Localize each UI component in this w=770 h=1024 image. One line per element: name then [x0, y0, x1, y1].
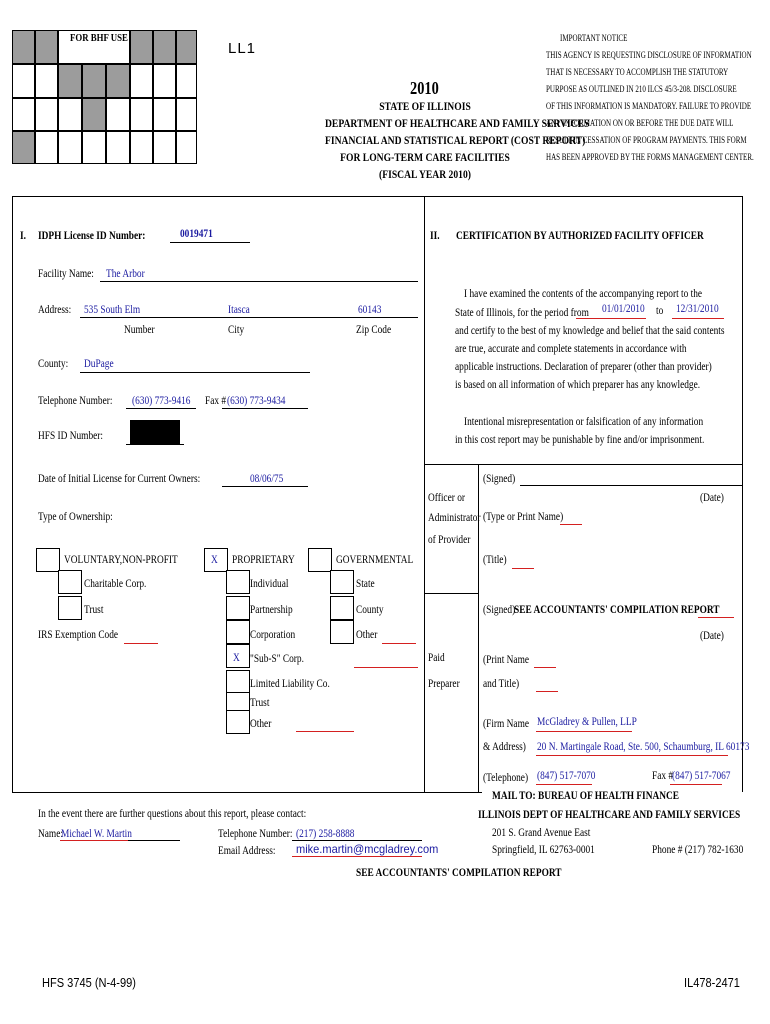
corporation-label: Corporation	[250, 627, 296, 641]
phone-value[interactable]: (630) 773-9416	[132, 393, 191, 407]
phone-label: Telephone Number:	[38, 393, 113, 407]
state-label: State	[356, 576, 375, 590]
address-number-value[interactable]: 535 South Elm	[84, 302, 141, 316]
partnership-checkbox[interactable]	[226, 596, 250, 620]
notice-title: IMPORTANT NOTICE	[560, 33, 628, 43]
firm-phone-value[interactable]: (847) 517-7070	[537, 768, 596, 782]
county-checkbox[interactable]	[330, 596, 354, 620]
irs-exemption-label: IRS Exemption Code	[38, 627, 119, 641]
facility-value[interactable]: The Arbor	[106, 266, 145, 280]
address-label: Address:	[38, 302, 72, 316]
email-label: Email Address:	[218, 843, 276, 857]
officer-label-3: of Provider	[428, 532, 471, 546]
proprietary-label: PROPRIETARY	[232, 552, 295, 566]
to-label: to	[656, 303, 664, 317]
notice-line: OF THIS INFORMATION IS MANDATORY. FAILURE TO PROVIDE	[546, 101, 752, 111]
important-notice	[546, 30, 766, 166]
llc-checkbox[interactable]	[226, 670, 250, 694]
voluntary-label: VOLUNTARY,NON-PROFIT	[64, 552, 178, 566]
address-city-value[interactable]: Itasca	[228, 302, 250, 316]
other-label: Other	[250, 716, 272, 730]
voluntary-checkbox[interactable]	[36, 548, 60, 572]
firm-address-value[interactable]: 20 N. Martingale Road, Ste. 500, Schaumburg, IL 60173	[537, 739, 750, 753]
section-1-roman: I.	[20, 228, 26, 242]
firm-fax-value[interactable]: (847) 517-7067	[672, 768, 731, 782]
paid-label: Paid	[428, 650, 445, 664]
title-line-2: DEPARTMENT OF HEALTHCARE AND FAMILY SERVICES	[325, 116, 590, 130]
contact-phone-value[interactable]: (217) 258-8888	[296, 826, 355, 840]
form-id: HFS 3745 (N-4-99)	[42, 975, 136, 990]
charitable-checkbox[interactable]	[58, 570, 82, 594]
number-caption: Number	[124, 322, 155, 336]
trust-label: Trust	[84, 602, 104, 616]
certification-title: CERTIFICATION BY AUTHORIZED FACILITY OFFICER	[456, 228, 704, 242]
governmental-label: GOVERNMENTAL	[336, 552, 414, 566]
contact-name-label: Name:	[38, 826, 63, 840]
title-line-1: STATE OF ILLINOIS	[379, 99, 471, 113]
governmental-checkbox[interactable]	[308, 548, 332, 572]
contact-phone-label: Telephone Number:	[218, 826, 293, 840]
date-label: (Date)	[700, 490, 724, 504]
print-name-label-1: (Print Name	[483, 652, 530, 666]
llc-label: Limited Liability Co.	[250, 676, 330, 690]
county-gov-label: County	[356, 602, 384, 616]
questions-text: In the event there are further questions about this report, please contact:	[38, 806, 307, 820]
date2-label: (Date)	[700, 628, 724, 642]
firm-name-value[interactable]: McGladrey & Pullen, LLP	[537, 714, 637, 728]
title-line-3: FINANCIAL AND STATISTICAL REPORT (COST REPORT)	[325, 133, 586, 147]
report-title-block	[300, 98, 590, 183]
subs-mark: X	[233, 650, 240, 664]
bhf-use-grid	[12, 30, 197, 164]
warning-line-2: in this cost report may be punishable by fine and/or imprisonment.	[455, 432, 705, 446]
see-accountants-label: SEE ACCOUNTANTS' COMPILATION REPORT	[514, 602, 720, 616]
individual-label: Individual	[250, 576, 289, 590]
bhf-use-label: FOR BHF USE	[70, 32, 128, 44]
notice-line: THIS AGENCY IS REQUESTING DISCLOSURE OF INFORMATION	[546, 50, 752, 60]
county-value[interactable]: DuPage	[84, 356, 114, 370]
county-label: County:	[38, 356, 69, 370]
title-line-4: FOR LONG-TERM CARE FACILITIES	[340, 150, 510, 164]
signed-label: (Signed)	[483, 471, 516, 485]
ownership-label: Type of Ownership:	[38, 509, 113, 523]
mail-to-line-2: ILLINOIS DEPT OF HEALTHCARE AND FAMILY SERVICES	[478, 807, 741, 821]
mail-city: Springfield, IL 62763-0001	[492, 842, 595, 856]
officer-label-1: Officer or	[428, 490, 465, 504]
firm-fax-label: Fax #	[652, 768, 674, 782]
section-2-roman: II.	[430, 228, 440, 242]
subs-label: "Sub-S" Corp.	[250, 651, 304, 665]
address-zip-value[interactable]: 60143	[358, 302, 382, 316]
mail-to-line-1: MAIL TO: BUREAU OF HEALTH FINANCE	[492, 788, 679, 802]
other-checkbox[interactable]	[226, 710, 250, 734]
notice-line: THAT IS NECESSARY TO ACCOMPLISH THE STATUTORY	[546, 67, 729, 77]
facility-label: Facility Name:	[38, 266, 94, 280]
print-name-label-2: and Title)	[483, 676, 520, 690]
firm-name-label: (Firm Name	[483, 716, 530, 730]
warning-line-1: Intentional misrepresentation or falsification of any information	[464, 414, 704, 428]
cert-line-2: State of Illinois, for the period from	[455, 305, 589, 319]
mail-street: 201 S. Grand Avenue East	[492, 825, 591, 839]
notice-line: RESULT IN CESSATION OF PROGRAM PAYMENTS. THIS FORM	[546, 135, 747, 145]
idph-label: IDPH License ID Number:	[38, 228, 146, 242]
period-to-value[interactable]: 12/31/2010	[676, 301, 719, 315]
cert-line-1: I have examined the contents of the accompanying report to the	[464, 286, 703, 300]
cert-line-5: applicable instructions. Declaration of preparer (other than provider)	[455, 359, 712, 373]
cert-line-3: and certify to the best of my knowledge and belief that the said contents	[455, 323, 725, 337]
notice-line: HAS BEEN APPROVED BY THE FORMS MANAGEMENT CENTER.	[546, 152, 754, 162]
trust-checkbox[interactable]	[58, 596, 82, 620]
signed2-label: (Signed)	[483, 602, 516, 616]
cert-line-4: are true, accurate and complete statements in accordance with	[455, 341, 687, 355]
period-from-value[interactable]: 01/01/2010	[602, 301, 645, 315]
proprietary-mark: X	[211, 552, 218, 566]
individual-checkbox[interactable]	[226, 570, 250, 594]
report-year: 2010	[410, 78, 439, 98]
mail-phone: Phone # (217) 782-1630	[652, 842, 744, 856]
firm-address-label: & Address)	[483, 739, 526, 753]
telephone-label: (Telephone)	[483, 770, 529, 784]
city-caption: City	[228, 322, 245, 336]
title-line-5: (FISCAL YEAR 2010)	[379, 167, 471, 181]
corporation-checkbox[interactable]	[226, 620, 250, 644]
title-label: (Title)	[483, 552, 507, 566]
state-checkbox[interactable]	[330, 570, 354, 594]
officer-label-2: Administrator	[428, 510, 481, 524]
hfs-id-label: HFS ID Number:	[38, 428, 104, 442]
notice-line: ANY INFORMATION ON OR BEFORE THE DUE DATE WILL	[546, 118, 734, 128]
idph-value[interactable]: 0019471	[180, 226, 213, 240]
see-report-footer: SEE ACCOUNTANTS' COMPILATION REPORT	[356, 865, 562, 879]
trust2-label: Trust	[250, 695, 270, 709]
preparer-label: Preparer	[428, 676, 460, 690]
fax-value[interactable]: (630) 773-9434	[227, 393, 286, 407]
email-value[interactable]: mike.martin@mcgladrey.com	[296, 842, 439, 856]
license-date-value[interactable]: 08/06/75	[250, 471, 284, 485]
charitable-label: Charitable Corp.	[84, 576, 147, 590]
hfs-id-redacted	[130, 420, 180, 444]
zip-caption: Zip Code	[356, 322, 392, 336]
cert-line-6: is based on all information of which preparer has any knowledge.	[455, 377, 701, 391]
license-date-label: Date of Initial License for Current Owners:	[38, 471, 201, 485]
notice-line: PURPOSE AS OUTLINED IN 210 ILCS 45/3-208. DISCLOSURE	[546, 84, 737, 94]
partnership-label: Partnership	[250, 602, 293, 616]
contact-name-value[interactable]: Michael W. Martin	[61, 826, 132, 840]
page-id: IL478-2471	[684, 975, 740, 990]
other-gov-checkbox[interactable]	[330, 620, 354, 644]
fax-label: Fax #	[205, 393, 227, 407]
type-print-name-label: (Type or Print Name)	[483, 509, 564, 523]
other-gov-label: Other	[356, 627, 378, 641]
form-code: LL1	[228, 40, 257, 57]
